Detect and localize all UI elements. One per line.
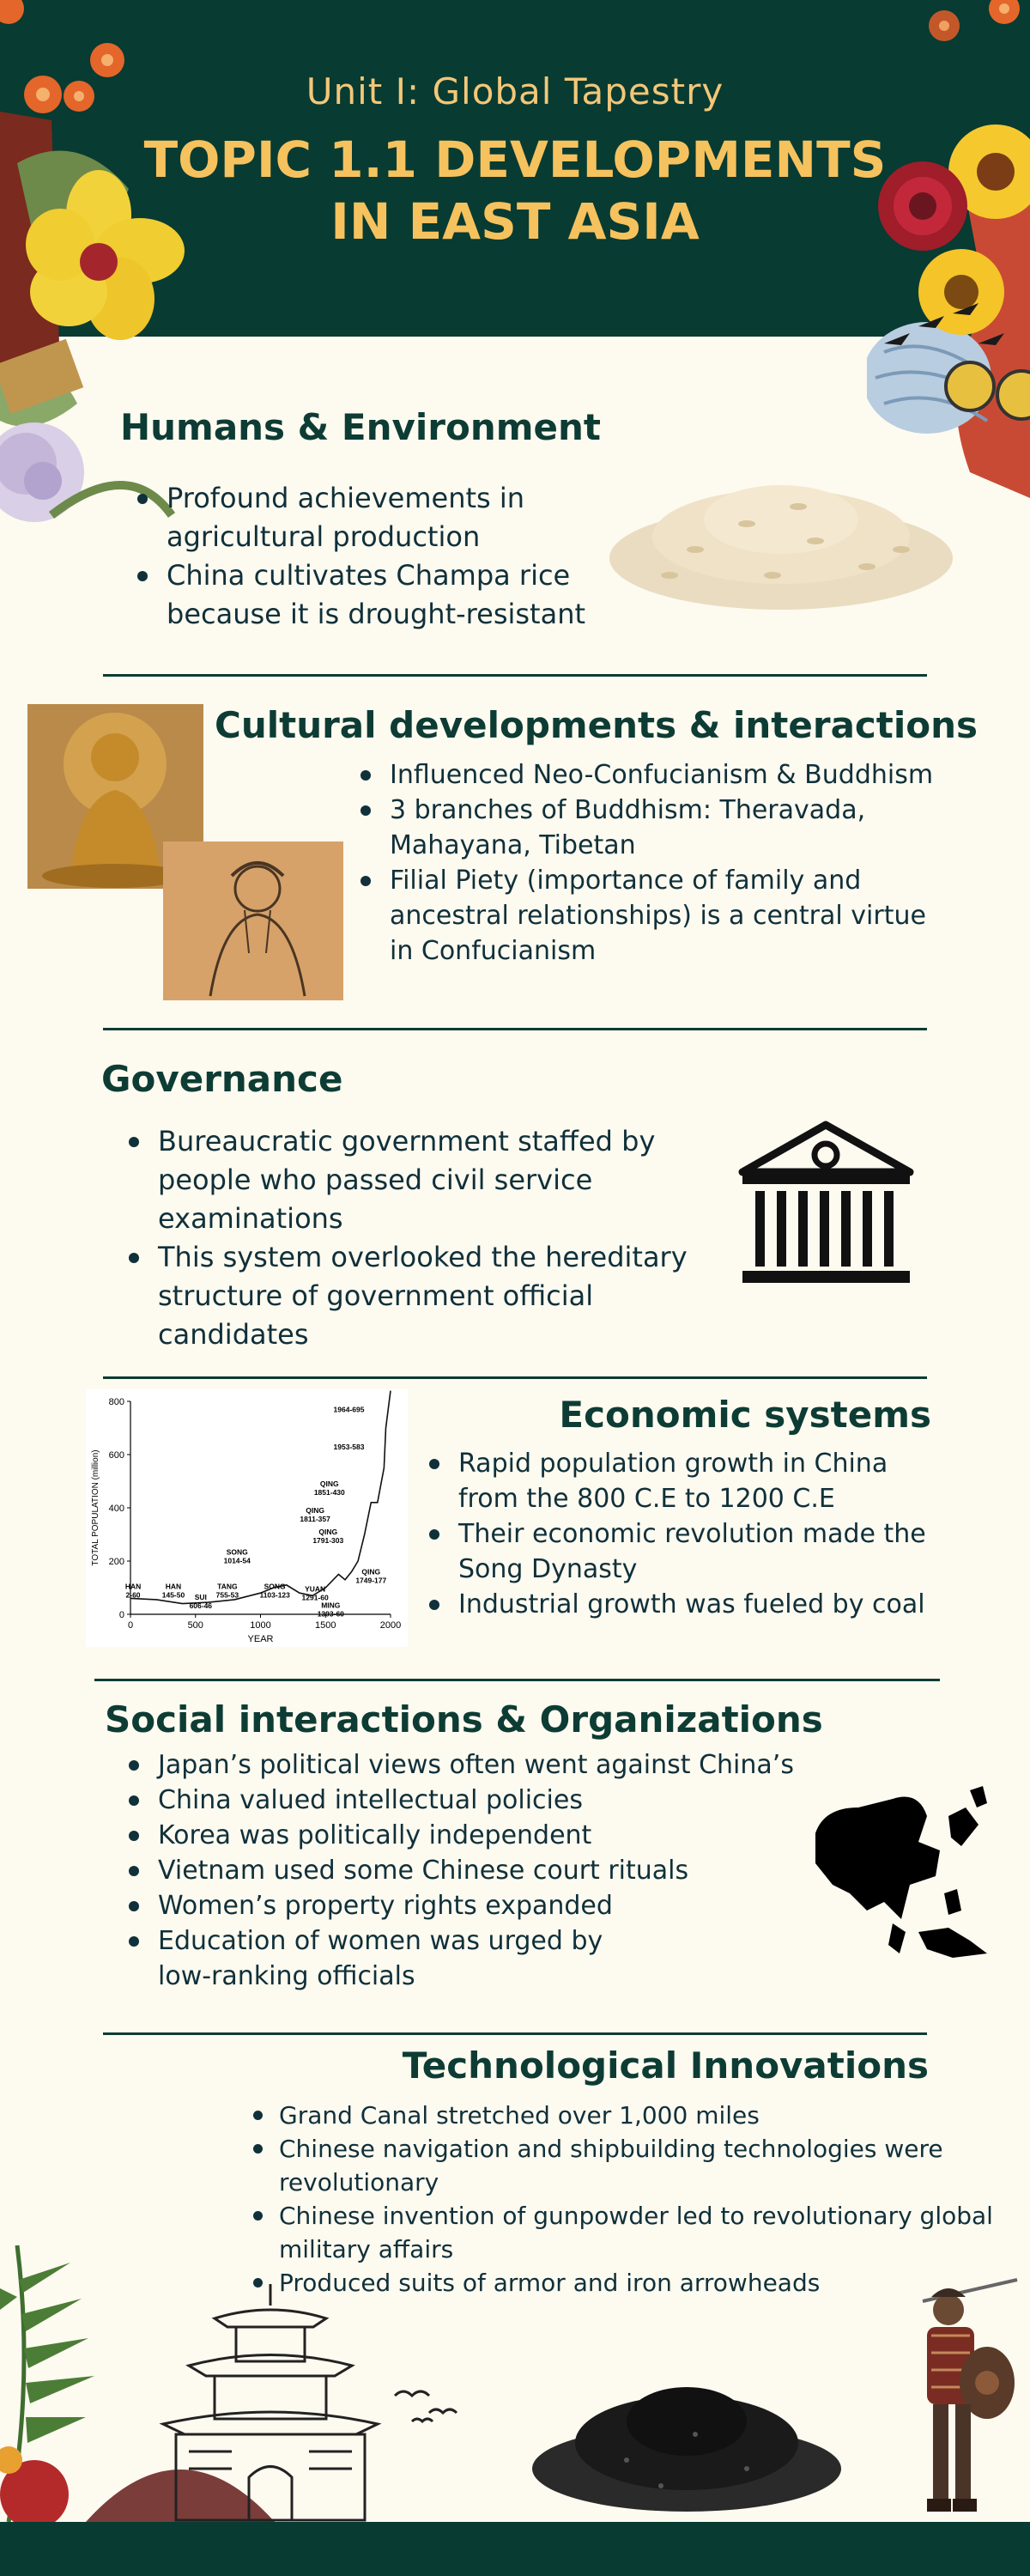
list-item: Chinese invention of gunpowder led to revolutionary global military affairs (245, 2199, 1021, 2266)
birds-icon (386, 2379, 472, 2430)
list-item: This system overlooked the hereditary structure of government official candidates (120, 1238, 738, 1354)
pagoda-tower-icon (129, 2280, 412, 2522)
list-item: Grand Canal stretched over 1,000 miles (245, 2099, 1021, 2132)
dynasty-value-label: 2-60 (125, 1590, 141, 1600)
population-chart (86, 1389, 408, 1647)
dynasty-label: SUI (194, 1592, 207, 1601)
social-list (120, 1747, 910, 1994)
dynasty-value-label: 755-53 (215, 1590, 239, 1600)
list-item: China valued intellectual policies (120, 1783, 910, 1818)
confucius-image-icon (163, 841, 343, 1000)
cultural-list (352, 757, 953, 969)
list-item: Education of women was urged by low-ranking officials (120, 1923, 609, 1994)
list-item: Influenced Neo-Confucianism & Buddhism (352, 757, 953, 793)
dynasty-value-label: 1811-357 (300, 1515, 330, 1524)
list-item: Chinese navigation and shipbuilding technologies were revolutionary (245, 2132, 1021, 2199)
x-tick-label: 1500 (315, 1620, 336, 1631)
dynasty-label: SONG (264, 1582, 286, 1591)
list-item: 3 branches of Buddhism: Theravada, Mahayana, Tibetan (352, 793, 953, 863)
y-tick-label: 600 (108, 1450, 124, 1461)
section-divider (103, 674, 927, 677)
list-item: Produced suits of armor and iron arrowheads (245, 2266, 1021, 2300)
dynasty-value-label: 1791-303 (312, 1536, 344, 1545)
x-tick-label: 2000 (379, 1620, 402, 1631)
list-item: Industrial growth was fueled by coal (421, 1587, 953, 1622)
governance-heading: Governance (101, 1058, 343, 1100)
dynasty-value-label: 1393-60 (317, 1609, 344, 1619)
economic-heading: Economic systems (559, 1394, 931, 1436)
y-tick-label: 200 (108, 1557, 124, 1567)
right-flower-cluster-icon (867, 94, 1030, 498)
dynasty-value-label: 1749-177 (355, 1576, 387, 1585)
section-divider (103, 1028, 927, 1030)
technological-list (245, 2099, 1021, 2300)
dynasty-label: QING (318, 1528, 338, 1536)
list-item: Profound achievements in agricultural production (129, 479, 627, 556)
list-item: Bureaucratic government staffed by people who passed civil service examinations (120, 1122, 738, 1238)
section-divider (103, 2032, 927, 2035)
x-tick-label: 1000 (250, 1620, 271, 1631)
dynasty-label: QING (306, 1506, 324, 1516)
x-tick-label: 0 (127, 1620, 134, 1631)
dynasty-value-label: 1014-54 (223, 1556, 251, 1565)
list-item: Vietnam used some Chinese court rituals (120, 1853, 910, 1888)
dynasty-label: QING (361, 1567, 381, 1577)
population-line (130, 1391, 391, 1604)
berries-icon (918, 0, 1030, 52)
section-divider (94, 1679, 940, 1681)
government-building-icon (738, 1121, 914, 1297)
dynasty-label: TANG (217, 1582, 238, 1591)
section-divider (103, 1376, 927, 1379)
dynasty-label: HAN (165, 1582, 182, 1591)
dynasty-value-label: 606-46 (189, 1601, 213, 1610)
humans-environment-heading: Humans & Environment (120, 406, 601, 448)
warrior-figure-icon (888, 2275, 1021, 2520)
y-axis-label: TOTAL POPULATION (million) (91, 1449, 100, 1566)
list-item: Korea was politically independent (120, 1818, 910, 1853)
list-item: Their economic revolution made the Song Dynasty (421, 1516, 953, 1587)
dynasty-value-label: 145-50 (161, 1590, 185, 1600)
y-tick-label: 800 (108, 1397, 124, 1407)
y-tick-label: 400 (108, 1504, 124, 1514)
economic-list (421, 1446, 953, 1622)
footer-bar (0, 2522, 1030, 2576)
x-axis-label: YEAR (247, 1634, 274, 1644)
list-item: Rapid population growth in China from the 800 C.E to 1200 C.E (421, 1446, 953, 1516)
east-asia-map-icon (798, 1782, 1004, 1966)
dynasty-value-label: 1291-60 (301, 1593, 329, 1602)
dynasty-label: HAN (124, 1582, 142, 1591)
social-heading: Social interactions & Organizations (105, 1698, 823, 1741)
dynasty-label: MING (321, 1601, 341, 1610)
governance-list (120, 1122, 738, 1354)
dynasty-label: 1953-583 (333, 1442, 365, 1451)
dynasty-value-label: 1851-430 (313, 1488, 345, 1498)
list-item: Japan’s political views often went against China’s (120, 1747, 910, 1783)
berry-icon (0, 0, 34, 34)
cultural-heading: Cultural developments & interactions (215, 704, 978, 746)
humans-environment-list (129, 479, 627, 634)
technological-heading: Technological Innovations (402, 2044, 929, 2087)
list-item: Filial Piety (importance of family and ancestral relationships) is a central virtue in Confucianism (352, 863, 953, 969)
y-tick-label: 0 (118, 1610, 124, 1620)
dynasty-label: YUAN (305, 1584, 326, 1594)
list-item: Women’s property rights expanded (120, 1888, 910, 1923)
dynasty-label: QING (319, 1479, 339, 1489)
x-tick-label: 500 (187, 1620, 203, 1631)
dynasty-label: SONG (226, 1547, 248, 1557)
unit-subtitle: Unit I: Global Tapestry (306, 70, 724, 112)
rice-pile-icon (592, 455, 970, 627)
list-item: China cultivates Champa rice because it is drought-resistant (129, 556, 627, 634)
dynasty-value-label: 1103-123 (259, 1590, 290, 1600)
coal-pile-icon (524, 2366, 850, 2516)
dynasty-label: 1964-695 (333, 1405, 365, 1414)
page-title: TOPIC 1.1 DEVELOPMENTS IN EAST ASIA (143, 131, 887, 251)
